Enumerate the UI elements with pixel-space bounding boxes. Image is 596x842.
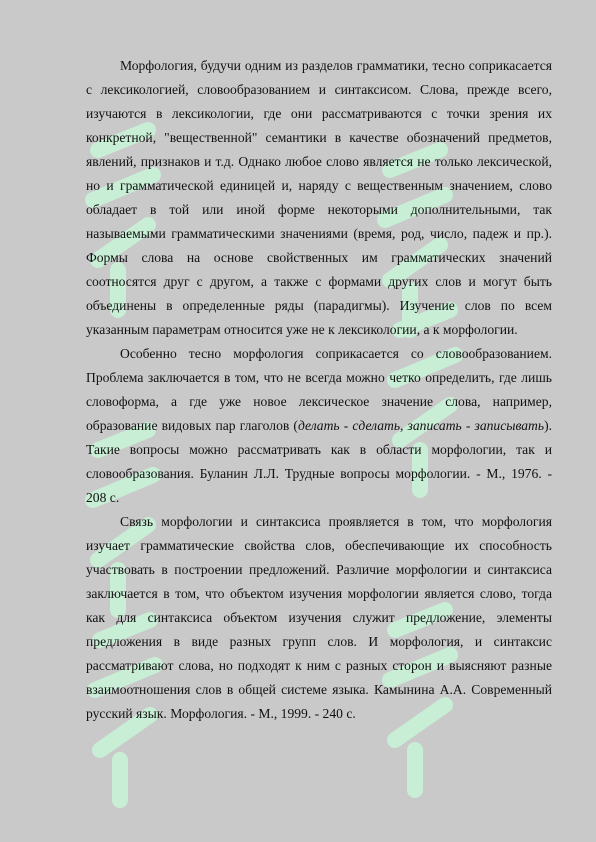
verb-examples: делать - сделать, записать - записывать: [297, 418, 545, 433]
paragraph-syntax: Связь морфологии и синтаксиса проявляется в том, что морфология изучает грамматические свойства слов, обеспечивающие их способность участвовать в построении предложений. Различие морфологии и синтаксиса заключается в том, что объектом изучения морфологии является слово, тогда как для синтаксиса объектом изучения служит предложение, элементы предложения в виде разных групп слов. И морфология, и синтаксис рассматривают слова, но подходят к ним с разных сторон и выясняют разные взаимоотношения слов в общей системе языка. Камынина А.А. Современный русский язык. Морфология. - М., 1999. - 240 с.: [86, 514, 552, 721]
document-body: [86, 54, 552, 726]
paragraph-text: ). Такие вопросы можно рассматривать как в области морфологии, так и словообразования. Буланин Л.Л. Трудные вопросы морфологии. - М., 1976. - 208 с.: [86, 418, 552, 505]
paragraph-morphology-relations: Морфология, будучи одним из разделов грамматики, тесно соприкасается с лексикологией, словообразованием и синтаксисом. Слова, прежде всего, изучаются в лексикологии, где они рассматриваются с точки зрения их конкретной, "вещественной" семантики в качестве обозначений предметов, явлений, признаков и т.д. Однако любое слово является не только лексической, но и грамматической единицей и, наряду с вещественным значением, слово обладает в той или иной форме некоторыми дополнительными, так называемыми грамматическими значениями (время, род, число, падеж и пр.). Формы слова на основе свойственных им грамматических значений соотносятся друг с другом, а также с формами других слов и могут быть объединены в определенные ряды (парадигмы). Изучение слов по всем указанным параметрам относится уже не к лексикологии, а к морфологии.: [86, 58, 552, 337]
paragraph-text: Особенно тесно морфология соприкасается со словообразованием. Проблема заключается в том, что не всегда можно четко определить, где лишь словоформа, а где уже новое лексическое значение слова, например, образование видовых пар глаголов (: [86, 346, 552, 433]
paragraph-word-formation: [86, 342, 552, 510]
